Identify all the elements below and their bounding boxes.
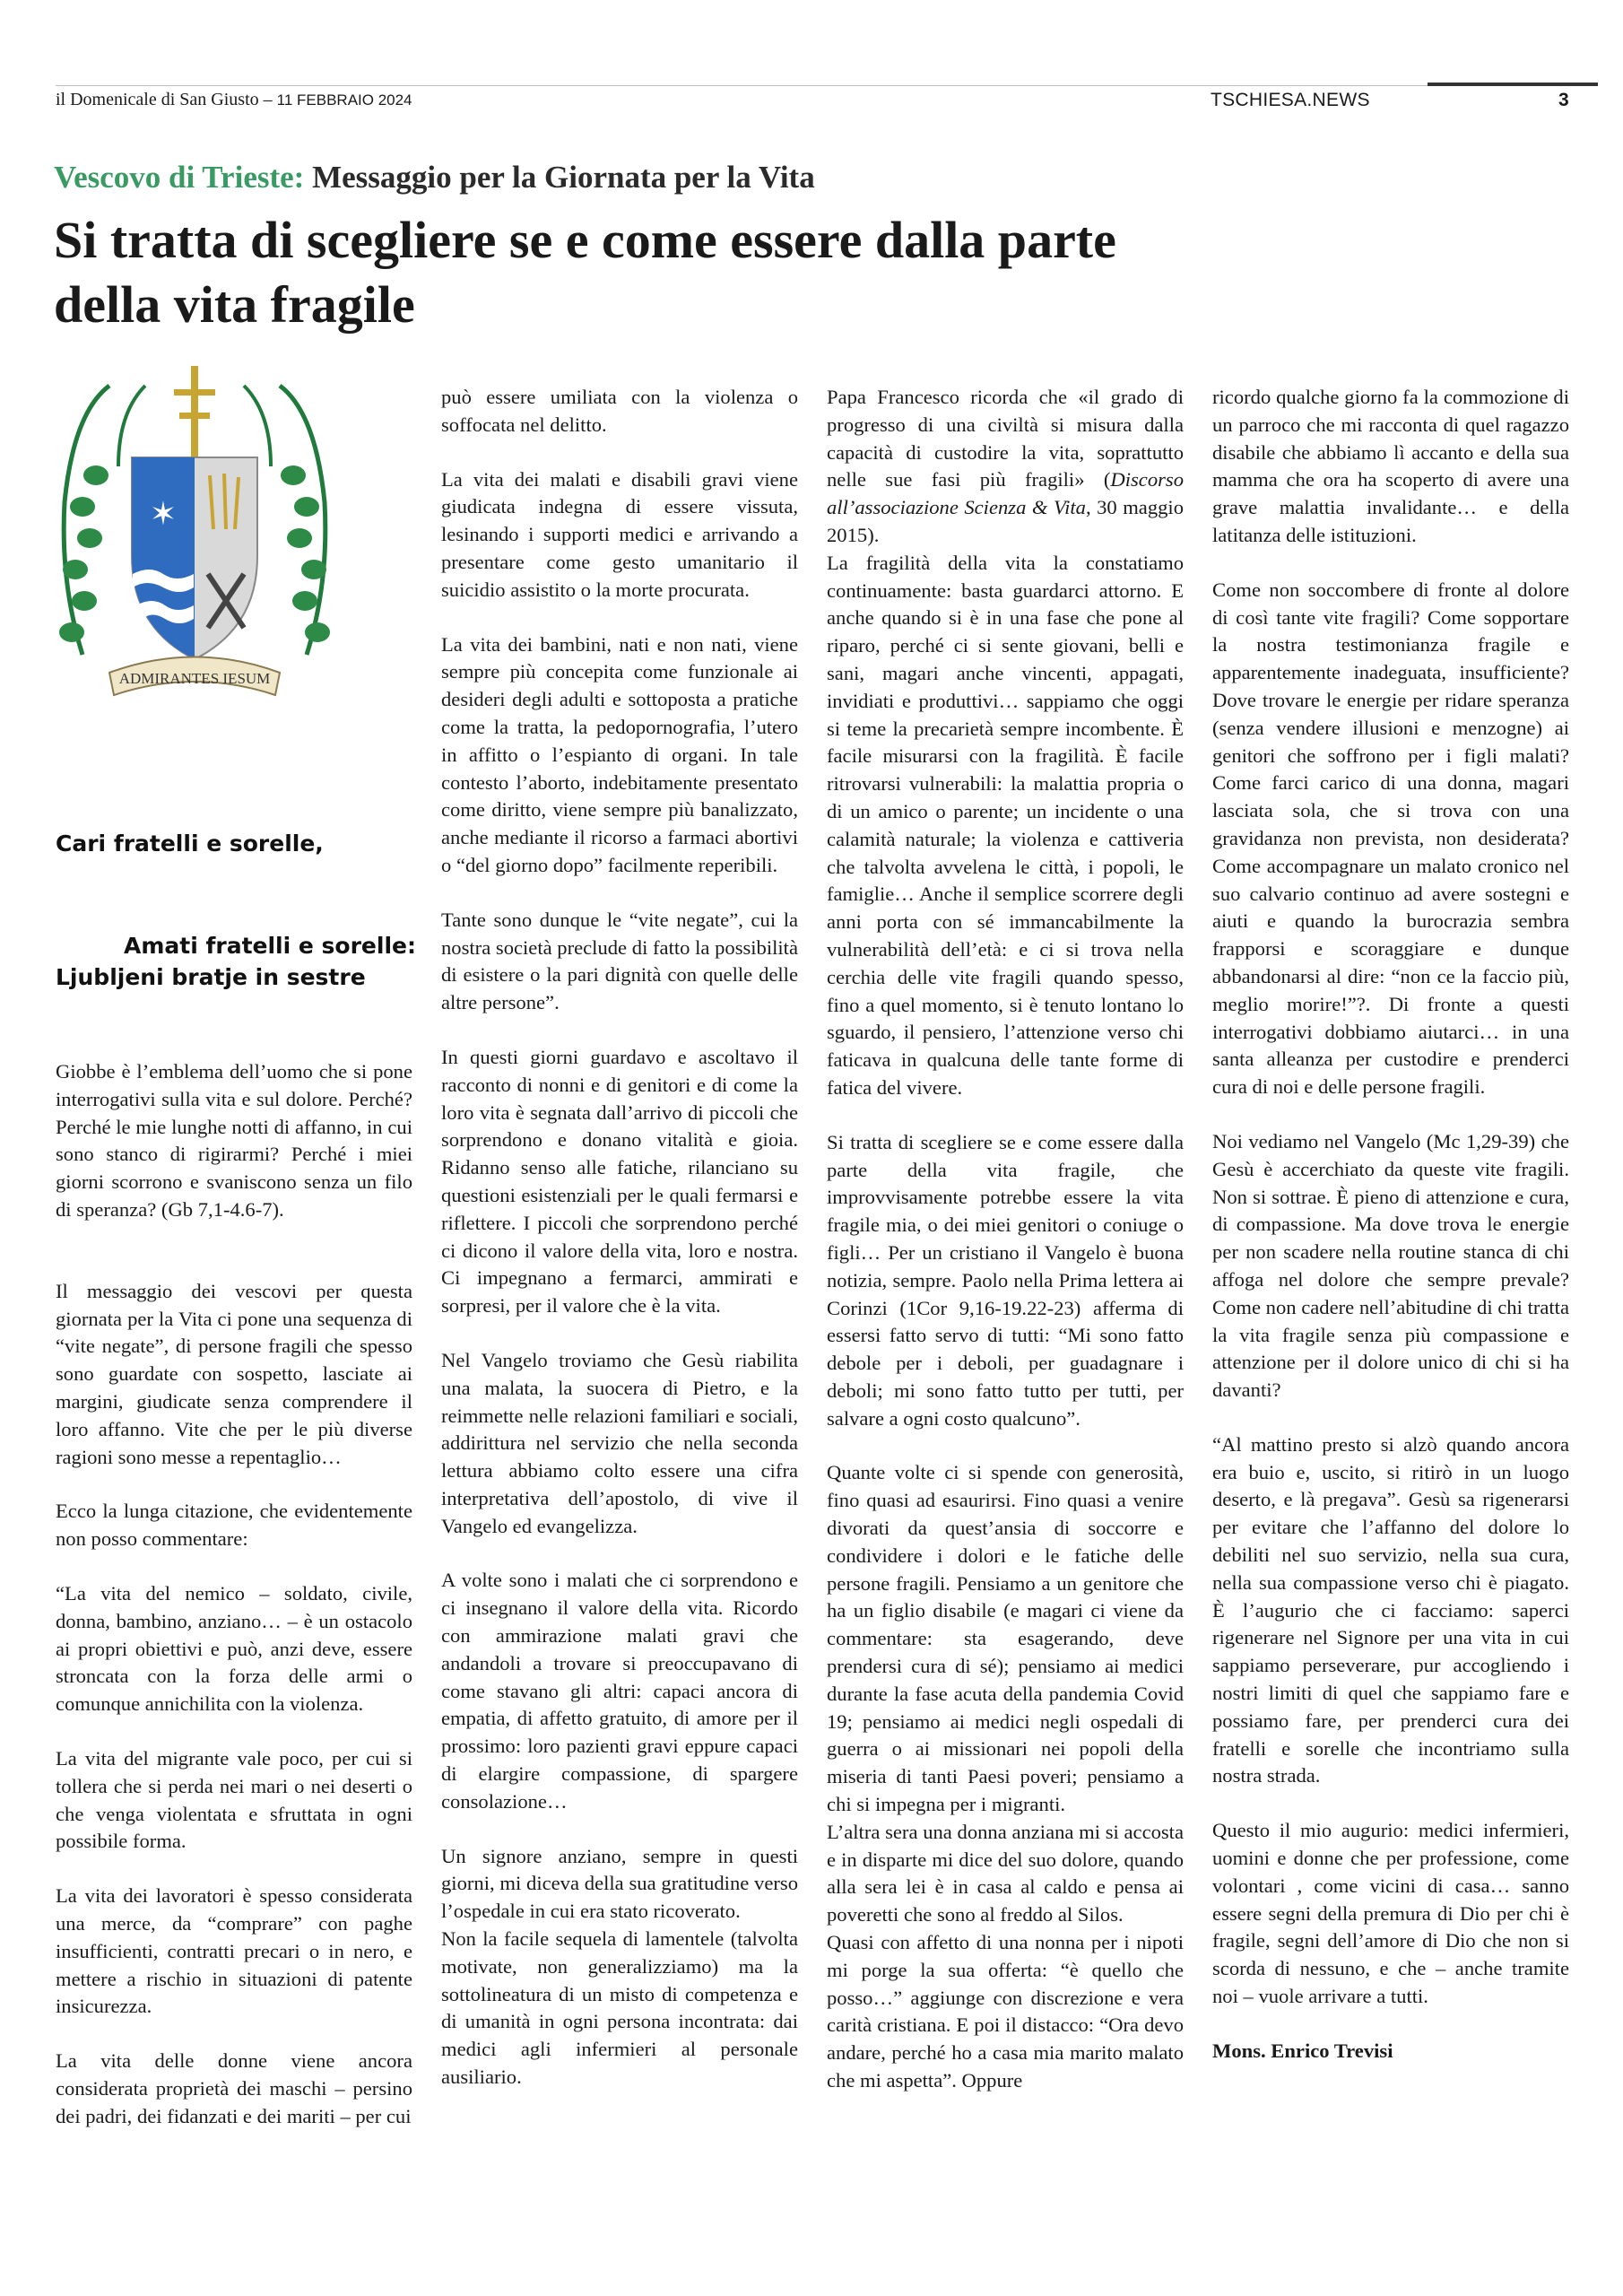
- paragraph: “Al mattino presto si alzò quando ancora era buio e, uscito, si ritirò in un luogo deserto, e là pregava”. Gesù sa rigenerarsi per evitare che l’affanno del dolore lo debiliti nel suo servizio, nella sua cura, nella sua compassione verso chi è piagato. È l’augurio che ci facciamo: saperci rigenerare nel Signore per una vita in cui sappiamo perseverare, pur accogliendo i nostri limiti di quel che sappiamo fare e possiamo fare, per prenderci cura dei fratelli e sorelle che incontriamo sulla nostra strada.: [1212, 1432, 1569, 1787]
- paragraph: Questo il mio augurio: medici infermieri, uomini e donne che per professione, come volontari , come vicini di casa… sanno essere segni della premura di Dio per chi è fragile, segni dell’amore di Dio che non si scorda di nessuno, e che – anche tramite noi – vuole arrivare a tutti.: [1212, 1819, 1569, 2008]
- paragraph: Nel Vangelo troviamo che Gesù riabilita una malata, la suocera di Pietro, e la reimmette nelle relazioni familiari e sociali, addirittura nel servizio che nella seconda lettura abbiamo colto essere una cifra interpretativa dell’apostolo, di vive il Vangelo ed evangelizza.: [441, 1348, 798, 1537]
- paragraph: Si tratta di scegliere se e come essere dalla parte della vita fragile, che improvvisamente potrebbe essere la vita fragile mia, o dei miei genitori o coniuge o figli… Per un cristiano il Vangelo è buona notizia, sempre. Paolo nella Prima lettera ai Corinzi (1Cor 9,16-19.22-23) afferma di essersi fatto servo di tutti: “Mi sono fatto debole per i deboli, per guadagnare i deboli; mi sono fatto tutto per tutti, per salvare a ogni costo qualcuno”.: [827, 1130, 1184, 1430]
- column-4: [1212, 384, 1569, 2066]
- paragraph: La fragilità della vita la constatiamo continuamente: basta guardarci attorno. E anche quando si è in una fase che pone al riparo, perché ci si sente giovani, belli e sani, magari anche vincenti, appagati, invidiati e produttivi… sappiamo che oggi si teme la precarietà sempre incombente. È facile misurarsi con la fragilità. È facile ritrovarsi vulnerabili: la malattia propria o di un amico o parente; un incidente o una calamità naturale; la violenza e cattiveria che talvolta avvelena le città, i popoli, le famiglie… Anche il semplice scorrere degli anni porta con sé immancabilmente la vulnerabilità dell’età: e ci si trova nella cerchia delle vite fragili quando spesso, fino a quel momento, si è tenuto lontano lo sguardo, il pensiero, l’attenzione verso chi faticava in qualcuna delle tante forme di fatica del vivere.: [827, 551, 1184, 1099]
- greeting-slovenian-italian: Amati fratelli e sorelle:: [124, 933, 416, 959]
- paragraph: La vita delle donne viene ancora considerata proprietà dei maschi – persino dei padri, dei fidanzati e dei mariti – per cui: [56, 2049, 412, 2127]
- paragraph: In questi giorni guardavo e ascoltavo il racconto di nonni e di genitori e di come la loro vita è segnata dall’arrivo di piccoli che sorprendono e donano vitalità e gioia. Ridanno senso alle fatiche, rilanciano su questioni esistenziali per le quali fermarsi e riflettere. I piccoli che sorprendono perché ci dicono il valore della vita, loro e nostra. Ci impegnano a fermarci, ammirati e sorpresi, per il valore che è la vita.: [441, 1045, 798, 1318]
- svg-text:✶: ✶: [149, 496, 178, 533]
- paragraph: Non la facile sequela di lamentele (talvolta motivate, non generalizziamo) ma la sottolineatura di un misto di competenza e di umanità in ogni persona incontrata: dai medici agli infermieri al personale ausiliario.: [441, 1927, 798, 2089]
- paragraph: Quante volte ci si spende con generosità, fino quasi ad esaurirsi. Fino quasi a venire divorati da quest’ansia di soccorre e condividere i dolori e le fatiche delle persone fragili. Pensiamo a un genitore che ha un figlio disabile (e magari ci viene da commentare: sta esagerando, deve prendersi cura di sé); pensiamo ai medici durante la fase acuta della pandemia Covid 19; pensiamo ai medici negli ospedali di guerra o ai missionari nei popoli della miseria di tanti Paesi poveri; pensiamo a chi si impegna per i migranti.: [827, 1461, 1184, 1816]
- publication-header: [56, 90, 412, 110]
- episcopal-coat-of-arms: [56, 359, 334, 718]
- paragraph: La vita del migrante vale poco, per cui si tollera che si perda nei mari o nei deserti o che venga violentata e sfruttata in ogni possibile forma.: [56, 1746, 412, 1853]
- publication-name: il Domenicale di San Giusto –: [56, 90, 273, 109]
- paragraph: L’altra sera una donna anziana mi si accosta e in disparte mi dice del suo dolore, quando alla sera lei è in casa al caldo e pensa ai poveretti che sono al freddo al Silos.: [827, 1820, 1184, 1926]
- kicker-topic: Messaggio per la Giornata per la Vita: [312, 160, 815, 195]
- issue-date: 11 FEBBRAIO 2024: [276, 91, 412, 109]
- greeting-slovenian: Ljubljeni bratje in sestre: [56, 964, 366, 990]
- headline: Si tratta di scegliere se e come essere dalla parte della vita fragile: [54, 211, 1116, 334]
- paragraph: ricordo qualche giorno fa la commozione di un parroco che mi racconta di quel ragazzo disabile che abbiamo lì accanto e della sua mamma che ora ha scoperto di avere una grave malattia invalidante… e della latitanza delle istituzioni.: [1212, 386, 1569, 546]
- column-1: [56, 1058, 412, 2131]
- paragraph: Noi vediamo nel Vangelo (Mc 1,29-39) che Gesù è accerchiato da queste vite fragili. Non si sottrae. È pieno di attenzione e cura, di compassione. Ma dove trova le energie per non scadere nella routine stanca di chi affoga nel dolore che sempre prevale? Come non cadere nell’abitudine di chi tratta la vita fragile senza più compassione e attenzione per il dolore unico di chi si ha davanti?: [1212, 1129, 1569, 1402]
- kicker: [54, 160, 815, 196]
- paragraph: La vita dei malati e disabili gravi viene giudicata indegna di essere vissuta, lesinando i supporti medici e arrivando a presentare come gesto umanitario il suicidio assistito o la morte procurata.: [441, 467, 798, 601]
- paragraph: “La vita del nemico – soldato, civile, donna, bambino, anziano… – è un ostacolo ai propri obiettivi e può, anzi deve, essere stroncata con la forza delle armi o comunque annichilita con la violenza.: [56, 1581, 412, 1716]
- paragraph: Un signore anziano, sempre in questi giorni, mi diceva della sua gratitudine verso l’ospedale in cui era stato ricoverato.: [441, 1844, 798, 1923]
- site-name: TSCHIESA.NEWS: [1211, 90, 1370, 110]
- author-signature: Mons. Enrico Trevisi: [1212, 2039, 1393, 2062]
- paragraph: La vita dei lavoratori è spesso considerata una merce, da “comprare” con paghe insufficienti, contratti precari o in nero, e mettere a rischio in situazioni di patente insicurezza.: [56, 1884, 412, 2018]
- page-number: 3: [1558, 90, 1569, 110]
- paragraph: può essere umiliata con la violenza o soffocata nel delitto.: [441, 386, 798, 436]
- paragraph: Il messaggio dei vescovi per questa giornata per la Vita ci pone una sequenza di “vite negate”, di persone fragili che spesso sono guardate con sospetto, lasciate ai margini, giudicate senza comprendere il loro affanno. Vite che per le più diverse ragioni sono messe a repentaglio…: [56, 1279, 412, 1468]
- header-rule: [56, 85, 1598, 86]
- citation-title: Discorso all’associazione Scienza & Vita: [827, 468, 1184, 519]
- paragraph: Come non soccombere di fronte al dolore di così tante vite fragili? Come sopportare la nostra testimonianza fragile e apparentemente inadeguata, insufficiente? Dove trovare le energie per ridare speranza (senza vendere illusioni e menzogne) ai genitori che soffrono per i figli malati? Come farci carico di una donna, magari lasciata sola, che si trova con una gravidanza non prevista, non desiderata? Come accompagnare un malato cronico nel suo calvario continuo ad avere sostegni e aiuti e quando la burocrazia sembra frapporsi e scoraggiare e dunque abbandonarsi al dire: “non ce la faccio più, meglio morire!”?. Di fronte a questi interrogativi dobbiamo aiutarci… in una santa alleanza per custodire e prenderci cura di noi e delle persone fragili.: [1212, 578, 1569, 1099]
- kicker-source: Vescovo di Trieste:: [54, 160, 305, 195]
- greeting-italian: Cari fratelli e sorelle,: [56, 831, 324, 857]
- paragraph-pope-quote: Papa Francesco ricorda che «il grado di progresso di una civiltà si misura dalla capacità di custodire la vita, soprattutto nelle sue fasi più fragili» (Discorso all’associazione Scienza & Vita, 30 maggio 2015).: [827, 386, 1184, 546]
- paragraph: A volte sono i malati che ci sorprendono e ci insegnano il valore della vita. Ricordo con ammirazione malati gravi che andandoli a trovare si preoccupavano di come stavano gli altri: capaci ancora di empatia, di affetto gratuito, di amore per il prossimo: loro pazienti gravi eppure capaci di elargire compassione, di spargere consolazione…: [441, 1569, 798, 1813]
- paragraph: Ecco la lunga citazione, che evidentemente non posso commentare:: [56, 1500, 412, 1551]
- column-3: [827, 384, 1184, 2095]
- crest-motto: ADMIRANTES IESUM: [118, 670, 271, 687]
- paragraph: Quasi con affetto di una nonna per i nipoti mi porge la sua offerta: “è quello che posso…” aggiunge con discrezione e vera carità cristiana. E poi il distacco: “Ora devo andare, perché ho a casa mia marito malato che mi aspetta”. Oppure: [827, 1931, 1184, 2092]
- paragraph: Giobbe è l’emblema dell’uomo che si pone interrogativi sulla vita e sul dolore. Perché? Perché le mie lunghe notti di affanno, in cui sono stanco di rigirarmi? Perché i miei giorni scorrono e svaniscono senza un filo di speranza? (Gb 7,1-4.6-7).: [56, 1060, 412, 1221]
- header-accent-rule: [1428, 83, 1598, 86]
- column-2: [441, 384, 798, 2092]
- paragraph: La vita dei bambini, nati e non nati, viene sempre più concepita come funzionale ai desideri degli adulti e sottoposta a pratiche come la tratta, la pedopornografia, l’utero in affitto o l’espianto di organi. In tale contesto l’aborto, indebitamente presentato come diritto, viene sempre più banalizzato, anche mediante il ricorso a farmaci abortivi o “del giorno dopo” facilmente reperibili.: [441, 632, 798, 876]
- paragraph: Tante sono dunque le “vite negate”, cui la nostra società preclude di fatto la possibilità di esistere o la pari dignità con quelle delle altre persone”.: [441, 908, 798, 1014]
